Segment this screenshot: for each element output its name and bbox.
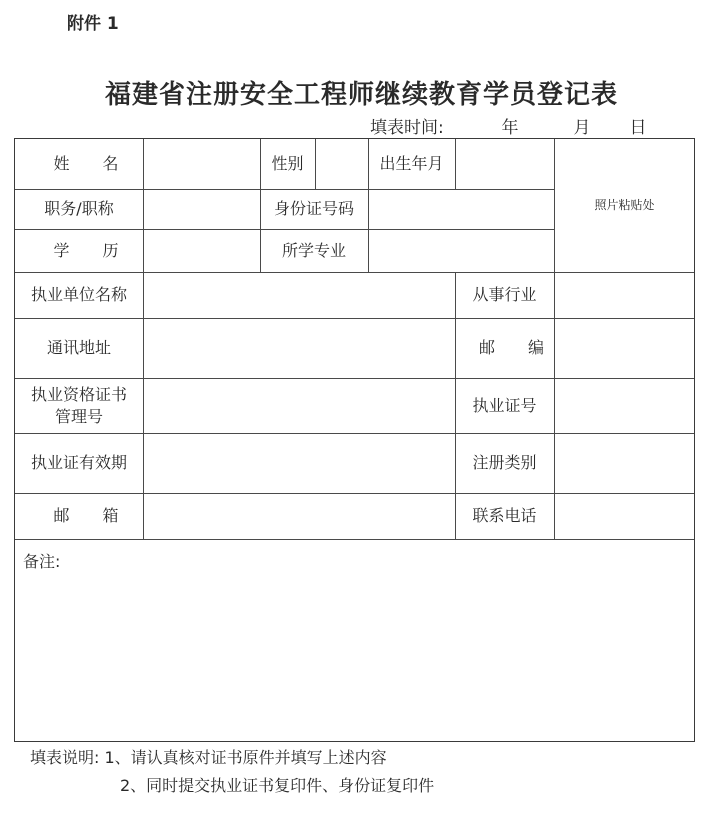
reg-type-field[interactable] xyxy=(555,433,694,493)
gender-label: 性别 xyxy=(271,154,304,174)
education-label: 学 历 xyxy=(53,240,133,260)
photo-area[interactable]: 照片粘贴处 xyxy=(594,198,655,213)
license-no-label: 执业证号 xyxy=(472,395,537,415)
id-number-label: 身份证号码 xyxy=(273,199,354,219)
email-label: 邮 箱 xyxy=(53,506,133,526)
validity-field[interactable] xyxy=(144,433,455,493)
fill-date-label: 填表时间: xyxy=(370,118,444,138)
industry-field[interactable] xyxy=(555,272,694,318)
postcode-label: 邮 编 xyxy=(478,338,559,358)
validity-label: 执业证有效期 xyxy=(30,453,127,473)
cert-mgmt-label-line1: 执业资格证书 xyxy=(30,384,127,404)
year-label: 年 xyxy=(501,118,519,138)
remarks-field[interactable] xyxy=(15,540,694,740)
phone-field[interactable] xyxy=(555,493,694,539)
position-label: 职务/职称 xyxy=(44,199,114,219)
id-number-field[interactable] xyxy=(369,189,554,229)
attachment-label: 附件 1 xyxy=(67,14,119,34)
birth-label: 出生年月 xyxy=(379,154,444,174)
position-field[interactable] xyxy=(144,189,260,229)
email-field[interactable] xyxy=(144,493,455,539)
remarks-label: 备注: xyxy=(23,552,61,571)
cert-mgmt-field[interactable] xyxy=(144,378,455,433)
address-label: 通讯地址 xyxy=(46,338,111,358)
phone-label: 联系电话 xyxy=(472,506,537,526)
registration-form-table xyxy=(14,138,695,742)
name-field[interactable] xyxy=(144,139,260,189)
reg-type-label: 注册类别 xyxy=(472,453,537,473)
employer-field[interactable] xyxy=(144,272,455,318)
form-title: 福建省注册安全工程师继续教育学员登记表 xyxy=(104,80,618,110)
name-label: 姓 名 xyxy=(53,154,133,174)
birth-field[interactable] xyxy=(456,139,554,189)
employer-label: 执业单位名称 xyxy=(30,285,127,305)
fill-instructions xyxy=(30,744,434,800)
cert-mgmt-label xyxy=(15,378,143,433)
cert-mgmt-label-line2: 管理号 xyxy=(54,406,103,426)
instruction-line-2: 2、同时提交执业证书复印件、身份证复印件 xyxy=(120,776,435,795)
postcode-field[interactable] xyxy=(555,318,694,378)
education-field[interactable] xyxy=(144,229,260,272)
day-label: 日 xyxy=(629,118,647,138)
fill-date-row xyxy=(370,113,658,138)
industry-label: 从事行业 xyxy=(472,285,537,305)
major-label: 所学专业 xyxy=(281,240,346,260)
address-field[interactable] xyxy=(144,318,455,378)
major-field[interactable] xyxy=(369,229,554,272)
instruction-line-1: 填表说明: 1、请认真核对证书原件并填写上述内容 xyxy=(30,748,387,767)
month-label: 月 xyxy=(573,118,591,138)
gender-field[interactable] xyxy=(316,139,368,189)
license-no-field[interactable] xyxy=(555,378,694,433)
